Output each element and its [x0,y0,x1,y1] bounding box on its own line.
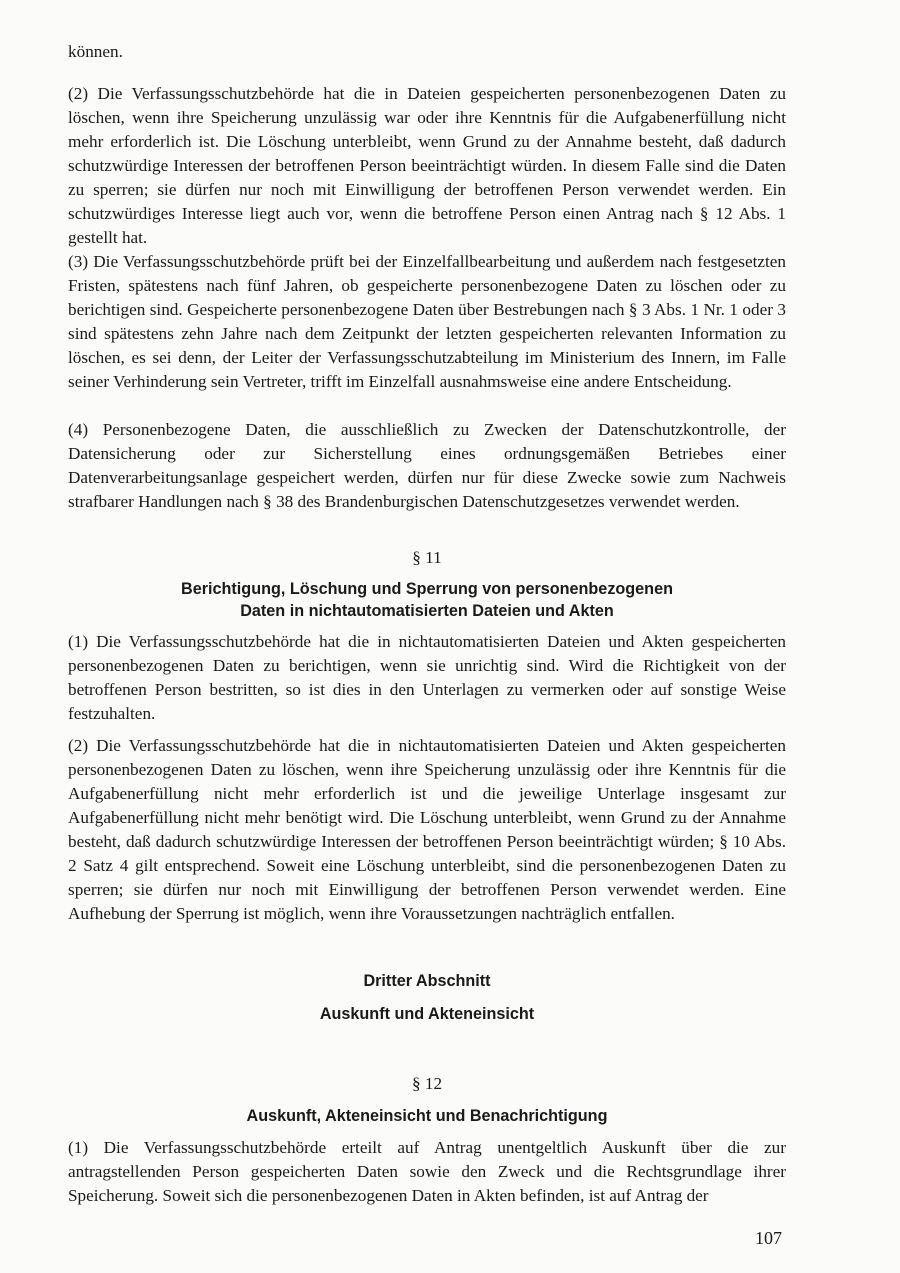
s11-number: § 11 [412,548,442,567]
s11-paragraph-1: (1) Die Verfassungsschutzbehörde hat die in nichtautomatisierten Dateien und Akten gespeicherten personenbezogenen Daten zu berichtigen, wenn sie unrichtig sind. Wird die Richtigkeit von der betroffenen Person bestritten, so ist dies in den Unterlagen zu vermerken oder auf sonstige Weise festzuhalten. [68,632,786,723]
fragment-text: können. [68,42,123,61]
s11-title-line-1: Berichtigung, Löschung und Sperrung von personenbezogenen [181,580,673,598]
abschnitt-title: Auskunft und Akteneinsicht [319,1005,535,1023]
s10-paragraph-3: (3) Die Verfassungsschutzbehörde prüft bei der Einzelfallbearbeitung und außerdem nach festgesetzten Fristen, spätestens nach fünf Jahren, ob gespeicherte personenbezogene Daten zu löschen oder zu berichtigen sind. Gespeicherte personenbezogene Daten über Bestrebungen nach § 3 Abs. 1 Nr. 1 oder 3 sind spätestens zehn Jahre nach dem Zeitpunkt der letzten gespeicherten relevanten Information zu löschen, es sei denn, der Leiter der Verfassungsschutzabteilung im Ministerium des Innern, im Falle seiner Verhinderung sein Vertreter, trifft im Einzelfall ausnahmsweise eine andere Entscheidung. [68,252,786,391]
abschnitt-label: Dritter Abschnitt [363,972,491,990]
page-number: 107 [755,1228,782,1248]
s12-paragraph-1: (1) Die Verfassungsschutzbehörde erteilt auf Antrag unentgeltlich Auskunft über die zur antragstellenden Person gespeicherten Daten sowie den Zweck und die Rechtsgrundlage ihrer Speicherung. Soweit sich die personenbezogenen Daten in Akten befinden, ist auf Antrag der [68,1138,786,1205]
s12-number: § 12 [411,1074,443,1093]
s10-paragraph-4: (4) Personenbezogene Daten, die ausschließlich zu Zwecken der Datenschutzkontrolle, der Datensicherung oder zur Sicherstellung eines ordnungsgemäßen Betriebes einer Datenverarbeitungsanlage gespeichert werden, dürfen nur für diese Zwecke sowie zum Nachweis strafbarer Handlungen nach § 38 des Brandenburgischen Datenschutzgesetzes verwendet werden. [68,420,786,511]
s10-paragraph-2: (2) Die Verfassungsschutzbehörde hat die in Dateien gespeicherten personenbezogenen Daten zu löschen, wenn ihre Speicherung unzulässig war oder ihre Kenntnis für die Aufgabenerfüllung nicht mehr erforderlich ist. Die Löschung unterbleibt, wenn Grund zu der Annahme besteht, daß dadurch schutzwürdige Interessen der betroffenen Person beeinträchtigt würden. In diesem Falle sind die Daten zu sperren; sie dürfen nur noch mit Einwilligung der betroffenen Person verwendet werden. Ein schutzwürdiges Interesse liegt auch vor, wenn die betroffene Person einen Antrag nach § 12 Abs. 1 gestellt hat. [68,84,786,247]
s11-paragraph-2: (2) Die Verfassungsschutzbehörde hat die in nichtautomatisierten Dateien und Akten gespeicherten personenbezogenen Daten zu löschen, wenn ihre Speicherung unzulässig oder ihre Kenntnis für die Aufgabenerfüllung nicht mehr erforderlich ist und die jeweilige Unterlage insgesamt zur Aufgabenerfüllung nicht mehr benötigt wird. Die Löschung unterbleibt, wenn Grund zu der Annahme besteht, daß dadurch schutzwürdige Interessen der betroffenen Person beeinträchtigt würden; § 10 Abs. 2 Satz 4 gilt entsprechend. Soweit eine Löschung unterbleibt, sind die personenbezogenen Daten zu sperren; sie dürfen nur noch mit Einwilligung der betroffenen Person verwendet werden. Eine Aufhebung der Sperrung ist möglich, wenn ihre Voraussetzungen nachträglich entfallen. [68,736,786,923]
s11-title-line-2: Daten in nichtautomatisierten Dateien und Akten [240,602,614,620]
s12-title: Auskunft, Akteneinsicht und Benachrichtigung [246,1107,608,1125]
